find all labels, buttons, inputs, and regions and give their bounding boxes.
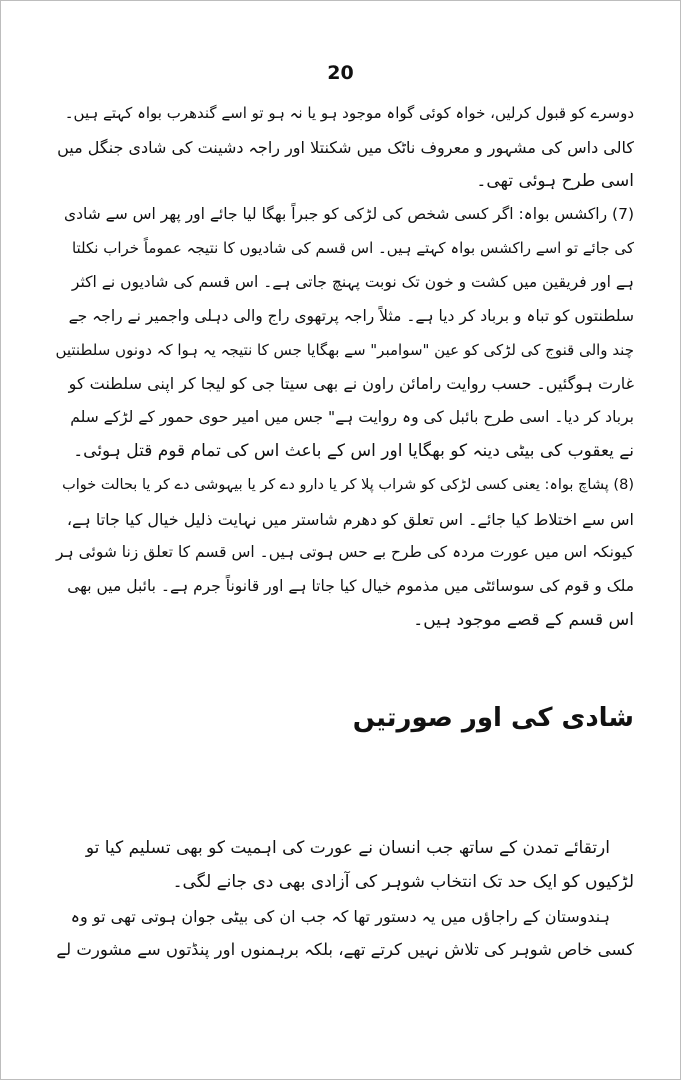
paragraph-line: کیونکہ اس میں عورت مردہ کی طرح بے حس ہوتی ہیں۔ اس قسم کا تعلق زنا شوئی ہر: [56, 543, 634, 562]
paragraph-line: چند والی قنوج کی لڑکی کو عین "سوامبر" سے بھگایا جس کا نتیجہ یہ ہوا کہ دونوں سلطنتیں: [55, 340, 634, 359]
text-block-top: [56, 97, 634, 638]
paragraph-line: غارت ہوگئیں۔ حسب روایت رامائن راون نے بھی سیتا جی کو لیجا کر اپنی سلطنت کو: [68, 374, 634, 394]
paragraph-line: اس قسم کے قصے موجود ہیں۔: [413, 609, 634, 630]
paragraph-line: دوسرے کو قبول کرلیں، خواہ کوئی گواہ موجود ہو یا نہ ہو تو اسے گندھرب بواہ کہتے ہیں۔: [64, 104, 634, 122]
paragraph-line: سلطنتوں کو تباہ و برباد کر دیا ہے۔ مثلاً راجہ پرتھوی راج والی دہلی واجمیر نے راجہ جے: [68, 306, 634, 325]
paragraph-line: برباد کر دیا۔ اسی طرح بائبل کی وہ روایت ہے" جس میں امیر حوی حمور کے لڑکے سلم: [70, 408, 634, 427]
paragraph-line: کالی داس کی مشہور و معروف ناٹک میں شکنتلا اور راجہ دشینت کی شادی جنگل میں: [57, 137, 634, 157]
paragraph-line: ملک و قوم کی سوسائٹی میں مذموم خیال کیا جاتا ہے اور قانوناً جرم ہے۔ بائبل میں بھی: [67, 577, 634, 596]
paragraph-line: اسی طرح ہوئی تھی۔: [476, 170, 634, 191]
text-block-bottom: [56, 832, 634, 967]
paragraph-line: (8) پشاچ بواہ: یعنی کسی لڑکی کو شراب پلا کر یا دارو دے کر یا بیہوشی دے کر یا بحالت خواب: [62, 476, 634, 493]
paragraph-line: ہندوستان کے راجاؤں میں یہ دستور تھا کہ جب ان کی بیٹی جوان ہوتی تھی تو وہ: [70, 906, 610, 926]
paragraph-line: اس سے اختلاط کیا جائے۔ اس تعلق کو دھرم شاستر میں نہایت ذلیل خیال کیا جاتا ہے،: [66, 509, 634, 529]
section-heading: شادی کی اور صورتیں: [352, 703, 634, 733]
paragraph-line: کی جائے تو اسے راکشس بواہ کہتے ہیں۔ اس قسم کی شادیوں کا نتیجہ عموماً خراب نکلتا: [71, 239, 634, 258]
paragraph-line: نے یعقوب کی بیٹی دینہ کو بھگایا اور اس کے باعث اس کی تمام قوم قتل ہوئی۔: [73, 440, 634, 461]
paragraph-line: کسی خاص شوہر کی تلاش نہیں کرتے تھے، بلکہ برہمنوں اور پنڈتوں سے مشورت لے: [56, 940, 634, 960]
paragraph-line: (7) راکشس بواہ: اگر کسی شخص کی لڑکی کو جبراً بھگا لیا جائے اور پھر اس سے شادی: [63, 205, 634, 224]
page-number: 20: [327, 62, 354, 84]
paragraph-line: ہے اور فریقین میں کشت و خون تک نوبت پہنچ جاتی ہے۔ اس قسم کی شادیوں نے اکثر: [71, 272, 634, 291]
paragraph-line: ارتقائے تمدن کے ساتھ جب انسان نے عورت کی اہمیت کو بھی تسلیم کیا تو: [85, 838, 610, 858]
paragraph-line: لڑکیوں کو ایک حد تک انتخاب شوہر کی آزادی بھی دی جانے لگی۔: [172, 871, 634, 892]
